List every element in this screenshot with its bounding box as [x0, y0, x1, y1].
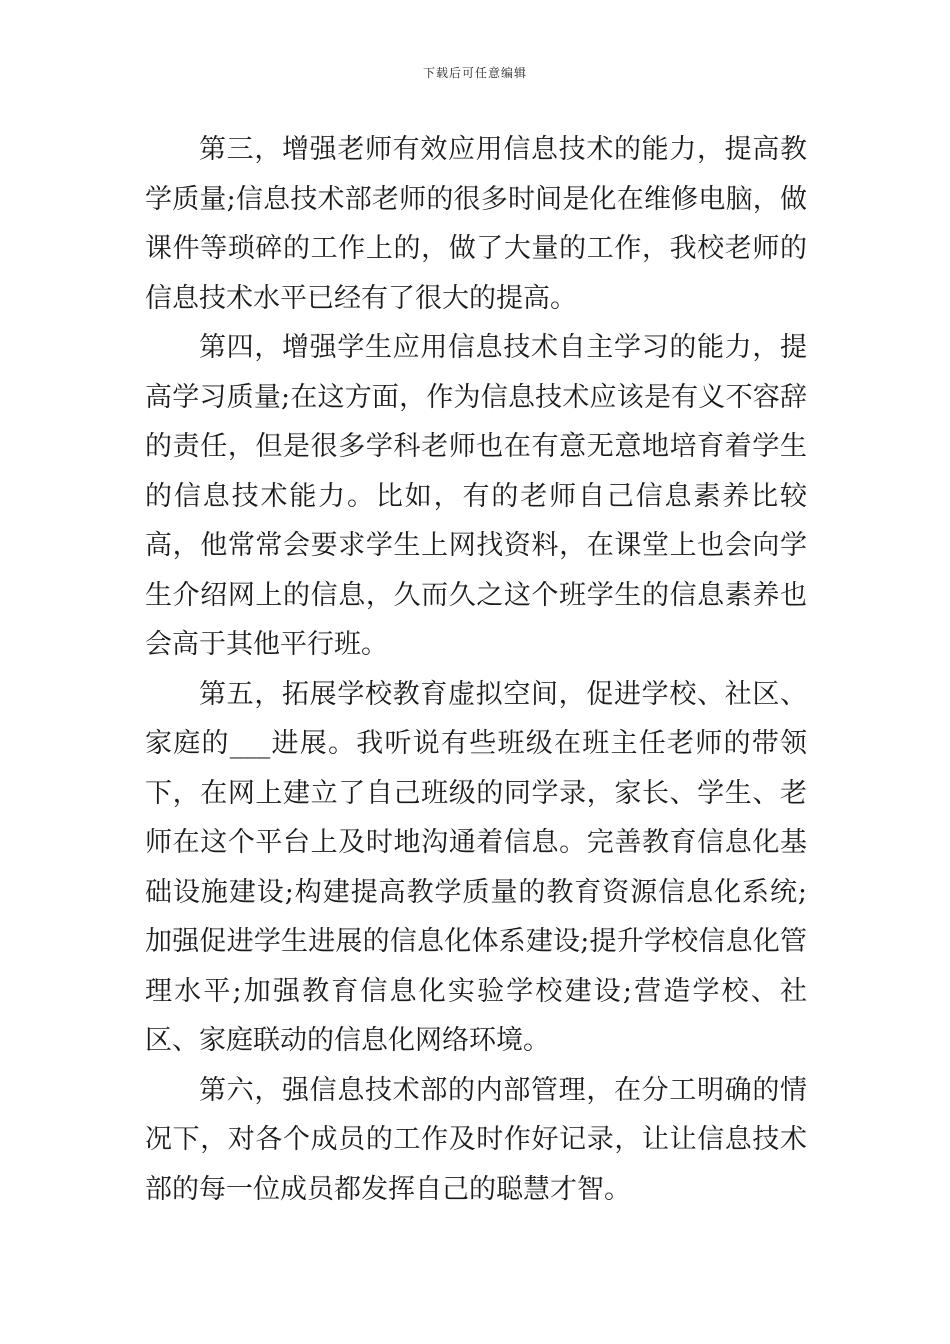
document-body [145, 125, 807, 1214]
paragraph-sixth: 第六，强信息技术部的内部管理，在分工明确的情况下，对各个成员的工作及时作好记录，让让信息技术部的每一位成员都发挥自己的聪慧才智。 [145, 1074, 807, 1205]
paragraph-fifth: 第五，拓展学校教育虚拟空间，促进学校、社区、家庭的___进展。我听说有些班级在班主任老师的带领下，在网上建立了自己班级的同学录，家长、学生、老师在这个平台上及时地沟通着信息。完善教育信息化基础设施建设;构建提高教学质量的教育资源信息化系统;加强促进学生进展的信息化体系建设;提升学校信息化管理水平;加强教育信息化实验学校建设;营造学校、社区、家庭联动的信息化网络环境。 [145, 678, 807, 1056]
header-note: 下载后可任意编辑 [422, 66, 527, 80]
paragraph-third: 第三，增强老师有效应用信息技术的能力，提高教学质量;信息技术部老师的很多时间是化在维修电脑，做课件等琐碎的工作上的，做了大量的工作，我校老师的信息技术水平已经有了很大的提高。 [145, 134, 807, 314]
paragraph-fourth: 第四，增强学生应用信息技术自主学习的能力，提高学习质量;在这方面，作为信息技术应该是有义不容辞的责任，但是很多学科老师也在有意无意地培育着学生的信息技术能力。比如，有的老师自己信息素养比较高，他常常会要求学生上网找资料，在课堂上也会向学生介绍网上的信息，久而久之这个班学生的信息素养也会高于其他平行班。 [145, 332, 807, 660]
